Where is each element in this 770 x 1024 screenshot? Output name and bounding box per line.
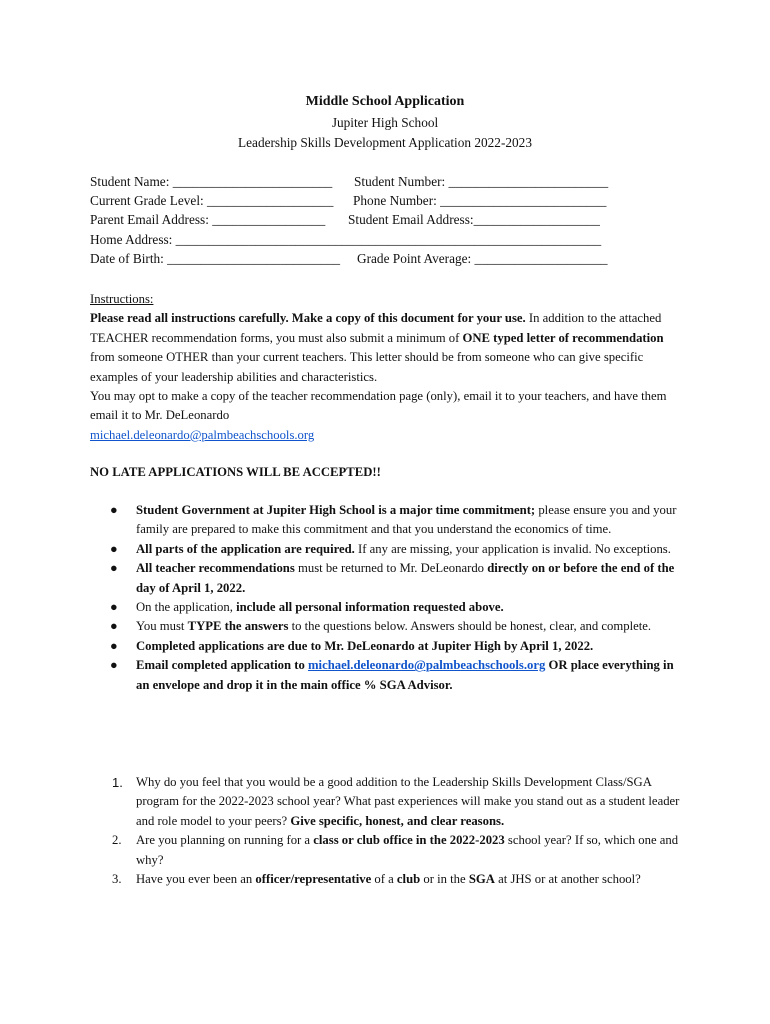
question-item: 1. Why do you feel that you would be a good addition to the Leadership Skills Development Class/SGA program for the 2022-2023 school year? What past experiences will make you stand out as a student leader and role model to your peers? Give specific, honest, and clear reasons. <box>112 775 680 828</box>
bullet-icon: ● <box>110 541 118 556</box>
instructions-section <box>90 290 680 445</box>
no-late-notice: NO LATE APPLICATIONS WILL BE ACCEPTED!! <box>90 465 381 479</box>
bullet-icon: ● <box>110 638 118 653</box>
question-number: 3. <box>112 872 122 887</box>
parent-email-field: Parent Email Address: _________________ <box>90 212 326 227</box>
list-item: ● Email completed application to michael.deleonardo@palmbeachschools.org OR place everything in an envelope and drop it in the main office % SGA Advisor. <box>110 658 674 692</box>
document-title: Middle School Application <box>305 94 465 109</box>
list-item: ● Student Government at Jupiter High School is a major time commitment; please ensure you and your family are prepared to make this commitment and that you understand the economics of time. <box>110 503 677 537</box>
list-item: ● All teacher recommendations must be returned to Mr. DeLeonardo directly on or before the end of the day of April 1, 2022. <box>110 561 675 595</box>
list-item: ● All parts of the application are required. If any are missing, your application is invalid. No exceptions. <box>90 540 680 559</box>
student-email-field: Student Email Address:___________________ <box>348 212 600 227</box>
list-item: ● On the application, include all personal information requested above. <box>90 598 680 617</box>
bullet-icon: ● <box>110 658 118 673</box>
questions-list <box>90 773 680 889</box>
bullet-icon: ● <box>110 561 118 576</box>
requirements-list <box>90 501 680 695</box>
student-name-field: Student Name: ________________________ <box>90 174 333 189</box>
advisor-email-link[interactable]: michael.deleonardo@palmbeachschools.org <box>90 427 315 442</box>
bullet-icon: ● <box>110 619 118 634</box>
bullet-icon: ● <box>110 503 118 517</box>
instructions-heading: Instructions: <box>90 292 154 306</box>
question-item: 2. Are you planning on running for a class or club office in the 2022-2023 school year? If so, which one and why? <box>112 833 679 867</box>
bullet-icon: ● <box>110 600 118 615</box>
grade-level-field: Current Grade Level: ___________________ <box>90 193 334 208</box>
phone-number-field: Phone Number: _________________________ <box>353 193 607 208</box>
submission-email-link[interactable]: michael.deleonardo@palmbeachschools.org <box>307 658 546 673</box>
list-item: ● You must TYPE the answers to the questions below. Answers should be honest, clear, and complete. <box>90 617 680 636</box>
question-number: 1. <box>112 775 123 790</box>
question-number: 2. <box>112 833 122 848</box>
school-name: Jupiter High School <box>331 115 439 130</box>
student-number-field: Student Number: ________________________ <box>354 174 609 189</box>
program-title: Leadership Skills Development Application 2022-2023 <box>238 135 532 150</box>
date-of-birth-field: Date of Birth: __________________________ <box>90 251 341 266</box>
gpa-field: Grade Point Average: ____________________ <box>357 251 608 266</box>
question-item: 3. Have you ever been an officer/representative of a club or in the SGA at JHS or at another school? <box>90 870 680 889</box>
instructions-copy-note: You may opt to make a copy of the teacher recommendation page (only), email it to your teachers, and have them email it to Mr. DeLeonardo <box>90 389 667 423</box>
instructions-paragraph: Please read all instructions carefully. Make a copy of this document for your use. In addition to the attached TEACHER recommendation forms, you must also submit a minimum of ONE typed letter of recommendation from someone OTHER than your current teachers. This letter should be from someone who can give specific examples of your leadership abilities and characteristics. <box>90 311 664 384</box>
list-item: ● Completed applications are due to Mr. DeLeonardo at Jupiter High by April 1, 2022. <box>90 637 680 656</box>
home-address-field: Home Address: ________________________________________________________________ <box>90 232 602 247</box>
